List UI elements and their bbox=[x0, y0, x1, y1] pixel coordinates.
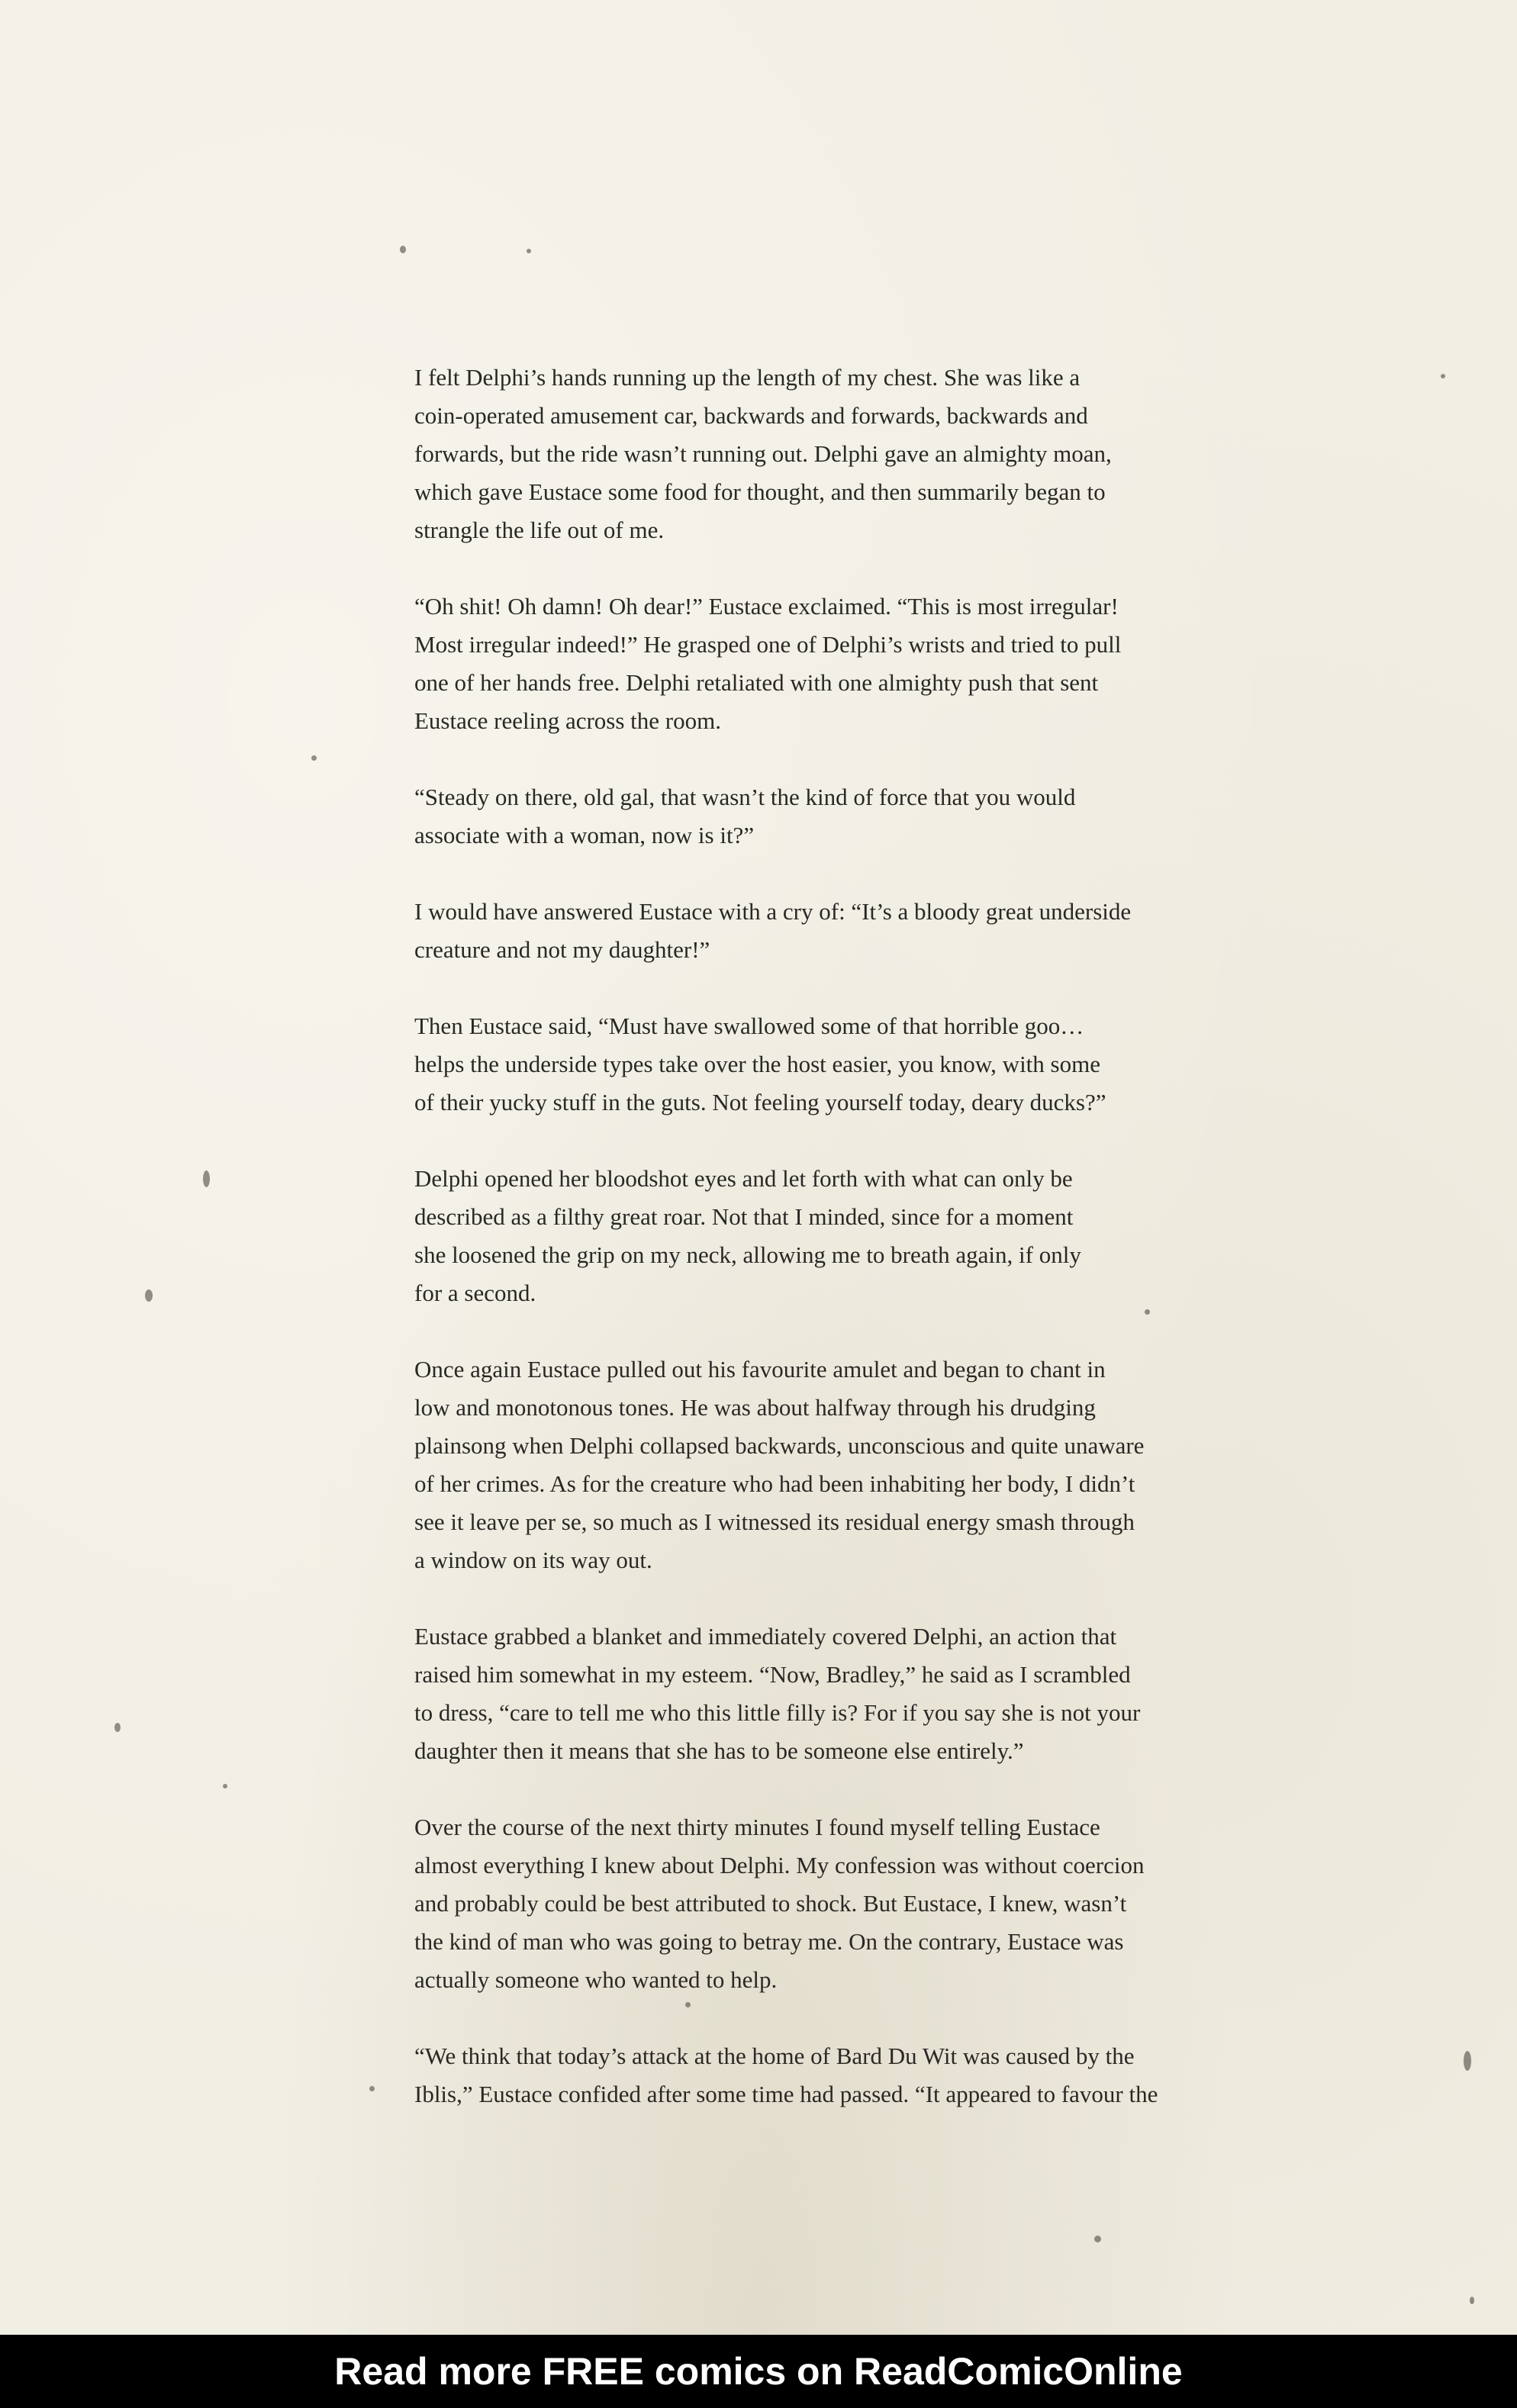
text-line: I felt Delphi’s hands running up the length of my chest. She was like a bbox=[414, 364, 1081, 391]
text-line: described as a filthy great roar. Not that I minded, since for a moment bbox=[414, 1203, 1074, 1230]
paragraph bbox=[414, 2037, 1231, 2113]
text-line: for a second. bbox=[414, 1280, 536, 1306]
promo-banner[interactable] bbox=[0, 2335, 1517, 2408]
text-line: Eustace grabbed a blanket and immediately covered Delphi, an action that bbox=[414, 1623, 1117, 1650]
text-line: and probably could be best attributed to shock. But Eustace, I knew, wasn’t bbox=[414, 1890, 1127, 1917]
text-line: which gave Eustace some food for thought, and then summarily began to bbox=[414, 478, 1106, 505]
text-line: of her crimes. As for the creature who had been inhabiting her body, I didn’t bbox=[414, 1470, 1135, 1497]
paper-speck bbox=[369, 2086, 375, 2091]
paper-speck bbox=[527, 249, 531, 253]
text-line: “Steady on there, old gal, that wasn’t the kind of force that you would bbox=[414, 784, 1076, 810]
paragraph bbox=[414, 588, 1231, 740]
paper-speck bbox=[400, 246, 406, 253]
paper-speck bbox=[203, 1170, 210, 1187]
text-line: Once again Eustace pulled out his favourite amulet and began to chant in bbox=[414, 1356, 1106, 1383]
text-line: the kind of man who was going to betray me. On the contrary, Eustace was bbox=[414, 1928, 1124, 1955]
text-line: plainsong when Delphi collapsed backwards, unconscious and quite unaware bbox=[414, 1432, 1145, 1459]
paragraph bbox=[414, 1808, 1231, 1999]
paragraph-gap bbox=[414, 1770, 1231, 1808]
paper-speck bbox=[114, 1723, 121, 1732]
text-line: raised him somewhat in my esteem. “Now, Bradley,” he said as I scrambled bbox=[414, 1661, 1131, 1688]
text-line: actually someone who wanted to help. bbox=[414, 1966, 778, 1993]
paper-speck bbox=[1441, 374, 1445, 378]
paragraph bbox=[414, 1160, 1231, 1312]
paragraph-gap bbox=[414, 855, 1231, 893]
text-line: of their yucky stuff in the guts. Not feeling yourself today, deary ducks?” bbox=[414, 1089, 1106, 1115]
text-line: to dress, “care to tell me who this little filly is? For if you say she is not your bbox=[414, 1699, 1141, 1726]
text-line: “Oh shit! Oh damn! Oh dear!” Eustace exclaimed. “This is most irregular! bbox=[414, 593, 1119, 620]
paper-speck bbox=[145, 1289, 153, 1302]
paper-speck bbox=[311, 755, 317, 761]
paper-speck bbox=[1464, 2051, 1471, 2071]
promo-banner-text[interactable]: Read more FREE comics on ReadComicOnline bbox=[334, 2350, 1183, 2393]
paragraph-gap bbox=[414, 969, 1231, 1007]
text-line: helps the underside types take over the host easier, you know, with some bbox=[414, 1051, 1100, 1077]
paragraph-gap bbox=[414, 1999, 1231, 2037]
text-line: Delphi opened her bloodshot eyes and let forth with what can only be bbox=[414, 1165, 1073, 1192]
text-line: she loosened the grip on my neck, allowing me to breath again, if only bbox=[414, 1241, 1081, 1268]
paper-speck bbox=[1470, 2297, 1474, 2304]
text-line: a window on its way out. bbox=[414, 1547, 652, 1573]
text-line: I would have answered Eustace with a cry of: “It’s a bloody great underside bbox=[414, 898, 1132, 925]
text-line: strangle the life out of me. bbox=[414, 517, 665, 543]
paragraph bbox=[414, 778, 1231, 855]
text-line: daughter then it means that she has to be someone else entirely.” bbox=[414, 1737, 1024, 1764]
text-line: Over the course of the next thirty minutes I found myself telling Eustace bbox=[414, 1814, 1100, 1840]
text-line: Then Eustace said, “Must have swallowed some of that horrible goo… bbox=[414, 1012, 1084, 1039]
story-text bbox=[414, 359, 1231, 2113]
text-line: Eustace reeling across the room. bbox=[414, 707, 721, 734]
paragraph bbox=[414, 893, 1231, 969]
paragraph-gap bbox=[414, 1312, 1231, 1350]
paragraph-gap bbox=[414, 549, 1231, 588]
text-line: see it leave per se, so much as I witnessed its residual energy smash through bbox=[414, 1508, 1135, 1535]
paper-speck bbox=[1094, 2236, 1101, 2242]
text-line: almost everything I knew about Delphi. My confession was without coercion bbox=[414, 1852, 1145, 1878]
paragraph bbox=[414, 1007, 1231, 1122]
text-line: associate with a woman, now is it?” bbox=[414, 822, 755, 848]
text-line: one of her hands free. Delphi retaliated with one almighty push that sent bbox=[414, 669, 1099, 696]
text-line: low and monotonous tones. He was about halfway through his drudging bbox=[414, 1394, 1096, 1421]
text-line: “We think that today’s attack at the home of Bard Du Wit was caused by the bbox=[414, 2043, 1135, 2069]
paragraph bbox=[414, 359, 1231, 549]
paper-speck bbox=[223, 1784, 227, 1788]
paragraph-gap bbox=[414, 740, 1231, 778]
paragraph-gap bbox=[414, 1579, 1231, 1618]
text-line: Iblis,” Eustace confided after some time had passed. “It appeared to favour the bbox=[414, 2081, 1158, 2107]
text-line: forwards, but the ride wasn’t running out. Delphi gave an almighty moan, bbox=[414, 440, 1112, 467]
text-line: Most irregular indeed!” He grasped one of Delphi’s wrists and tried to pull bbox=[414, 631, 1122, 658]
paragraph-gap bbox=[414, 1122, 1231, 1160]
text-line: creature and not my daughter!” bbox=[414, 936, 710, 963]
paragraph bbox=[414, 1350, 1231, 1579]
text-line: coin-operated amusement car, backwards and forwards, backwards and bbox=[414, 402, 1088, 429]
paragraph bbox=[414, 1618, 1231, 1770]
